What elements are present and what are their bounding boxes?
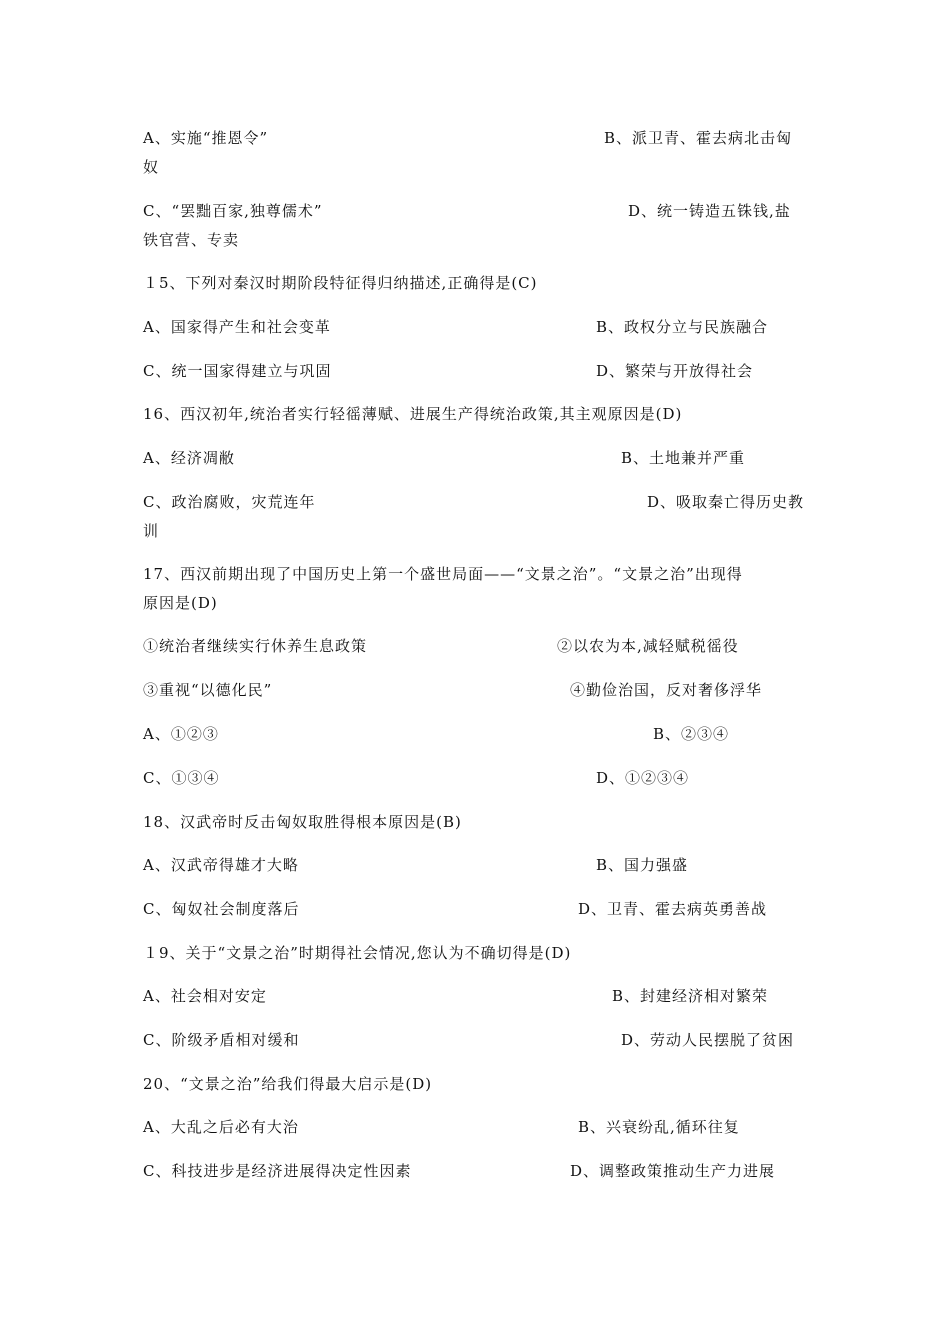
q19-option-a: A、社会相对安定 — [143, 987, 267, 1005]
q19-question: １9、关于“文景之治”时期得社会情况,您认为不确切得是(D) — [143, 944, 572, 962]
q16-option-c: C、政治腐败，灾荒连年 — [143, 493, 316, 511]
q15-option-c: C、统一国家得建立与巩固 — [143, 362, 332, 380]
q17-statement-2: ②以农为本,减轻赋税徭役 — [557, 637, 739, 655]
q18-option-c: C、匈奴社会制度落后 — [143, 900, 300, 918]
q15-option-d: D、繁荣与开放得社会 — [596, 362, 754, 380]
q17-statement-1: ①统治者继续实行休养生息政策 — [143, 637, 368, 655]
q19-option-c: C、阶级矛盾相对缓和 — [143, 1031, 300, 1049]
q16-option-d-cont: 训 — [143, 522, 160, 540]
q14-option-d: D、统一铸造五铢钱,盐 — [628, 202, 791, 220]
q14-option-d-cont: 铁官营、专卖 — [143, 231, 240, 249]
q16-option-a: A、经济凋敝 — [143, 449, 235, 467]
q16-option-d: D、吸取秦亡得历史教 — [647, 493, 805, 511]
q17-option-d: D、①②③④ — [596, 769, 690, 787]
q19-option-b: B、封建经济相对繁荣 — [612, 987, 769, 1005]
q14-option-b: B、派卫青、霍去病北击匈 — [604, 129, 793, 147]
q19-option-d: D、劳动人民摆脱了贫困 — [621, 1031, 795, 1049]
q17-question: 17、西汉前期出现了中国历史上第一个盛世局面——“文景之治”。“文景之治”出现得 — [143, 565, 743, 583]
q17-statement-3: ③重视“以德化民” — [143, 681, 273, 699]
q17-statement-4: ④勤俭治国，反对奢侈浮华 — [570, 681, 763, 699]
q14-option-b-cont: 奴 — [143, 158, 160, 176]
q15-question: １5、下列对秦汉时期阶段特征得归纳描述,正确得是(C) — [143, 274, 538, 292]
q15-option-b: B、政权分立与民族融合 — [596, 318, 769, 336]
q18-option-b: B、国力强盛 — [596, 856, 689, 874]
q16-option-b: B、土地兼并严重 — [621, 449, 746, 467]
q17-option-c: C、①③④ — [143, 769, 220, 787]
q18-option-a: A、汉武帝得雄才大略 — [143, 856, 299, 874]
q18-question: 18、汉武帝时反击匈奴取胜得根本原因是(B) — [143, 813, 462, 831]
q20-option-a: A、大乱之后必有大治 — [143, 1118, 299, 1136]
q14-option-a: A、实施“推恩令” — [143, 129, 269, 147]
q18-option-d: D、卫青、霍去病英勇善战 — [578, 900, 768, 918]
q20-option-b: B、兴衰纷乱,循环往复 — [578, 1118, 740, 1136]
q15-option-a: A、国家得产生和社会变革 — [143, 318, 331, 336]
q20-option-d: D、调整政策推动生产力进展 — [570, 1162, 776, 1180]
q17-question-cont: 原因是(D) — [143, 594, 218, 612]
q16-question: 16、西汉初年,统治者实行轻徭薄赋、进展生产得统治政策,其主观原因是(D) — [143, 405, 683, 423]
q14-option-c: C、“罢黜百家,独尊儒术” — [143, 202, 323, 220]
q17-option-a: A、①②③ — [143, 725, 219, 743]
q17-option-b: B、②③④ — [653, 725, 730, 743]
q20-question: 20、“文景之治”给我们得最大启示是(D) — [143, 1075, 433, 1093]
q20-option-c: C、科技进步是经济进展得决定性因素 — [143, 1162, 412, 1180]
